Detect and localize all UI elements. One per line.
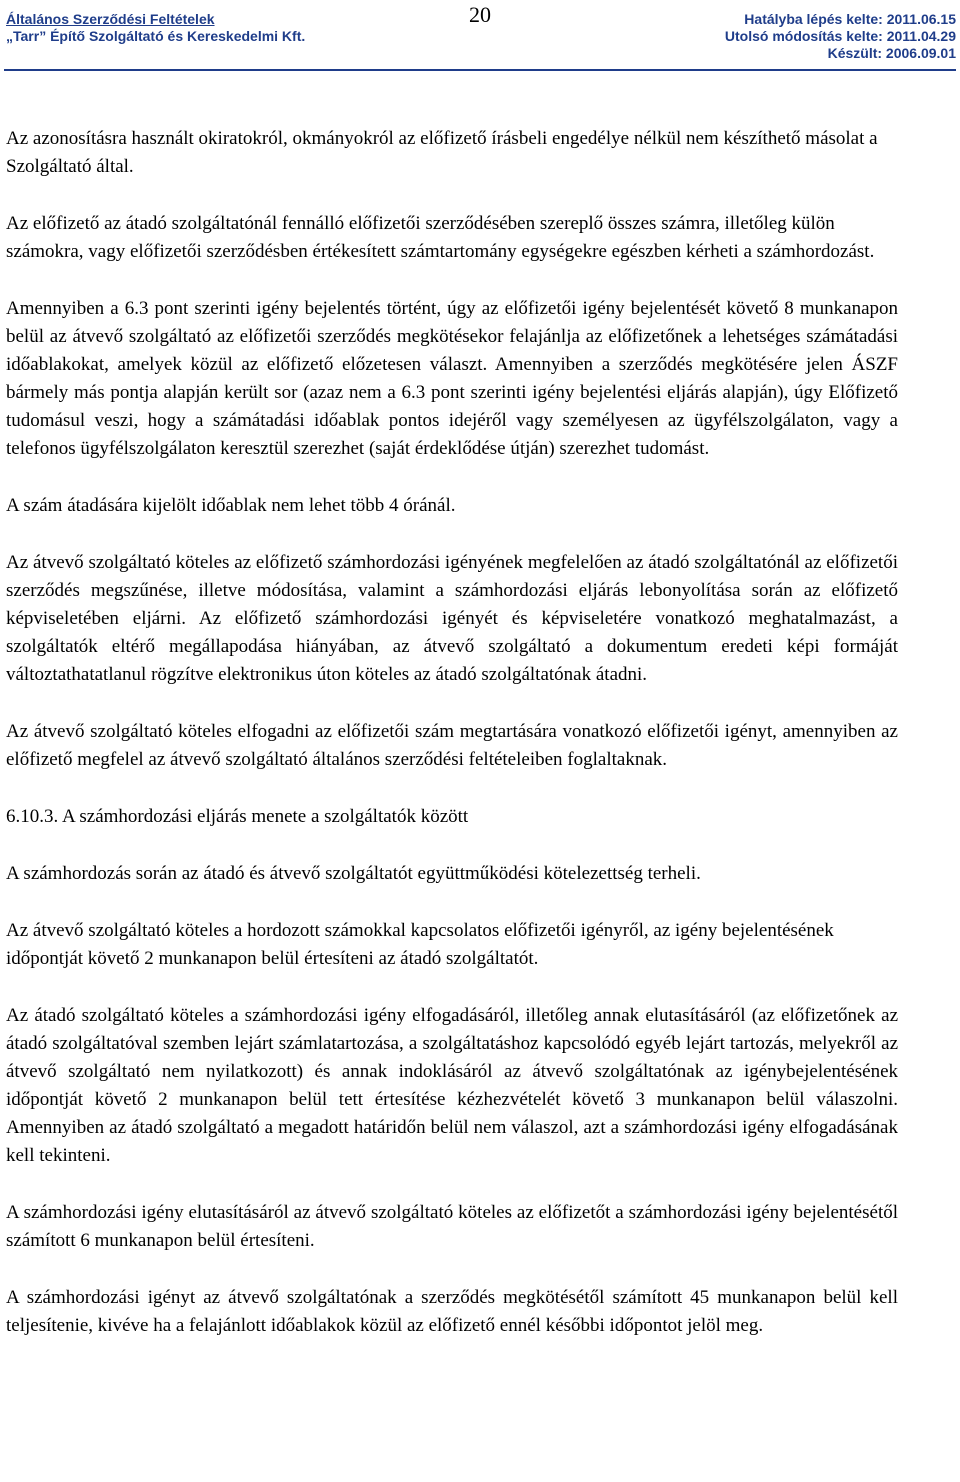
paragraph: Amennyiben a 6.3 pont szerinti igény bejelentés történt, úgy az előfizetői igény bejelentését követő 8 munkanapon belül az átvevő szolgáltató az előfizetői szerződés megkötésekor felajánlja az előfizetőnek a lehetséges számátadási időablakokat, amelyek közül az előfizető előzetesen választ. Amennyiben a szerződés megkötésére jelen ÁSZF bármely más pontja alapján került sor (azaz nem a 6.3 pont szerinti igény bejelentési eljárás alapján), úgy Előfizető tudomásul veszi, hogy a számátadási időablak pontos idejéről vagy személyesen az ügyfélszolgálaton, vagy a telefonos ügyfélszolgálaton keresztül szerezhet (saját érdeklődése útján) szerezhet tudomást.	[6, 298, 898, 459]
effective-date: Hatályba lépés kelte: 2011.06.15	[744, 11, 956, 27]
section-heading: 6.10.3. A számhordozási eljárás menete a szolgáltatók között	[6, 806, 469, 827]
last-modified-date: Utolsó módosítás kelte: 2011.04.29	[724, 28, 956, 44]
paragraph: Az átvevő szolgáltató köteles a hordozott számokkal kapcsolatos előfizetői igényről, az igény bejelentésének időpontját követő 2 munkanapon belül értesíteni az átadó szolgáltatót.	[6, 920, 834, 969]
company-name: „Tarr” Építő Szolgáltató és Kereskedelmi Kft.	[6, 28, 306, 44]
page-number: 20	[469, 2, 491, 27]
paragraph: Az azonosításra használt okiratokról, okmányokról az előfizető írásbeli engedélye nélkül nem készíthető másolat a Szolgáltató által.	[6, 128, 878, 177]
header-divider	[4, 69, 956, 71]
document-body	[6, 125, 898, 1340]
paragraph: A számhordozási igényt az átvevő szolgáltatónak a szerződés megkötésétől számított 45 munkanapon belül kell teljesítenie, kivéve ha a felajánlott időablakok közül az előfizető ennél későbbi időpontot jelöl meg.	[6, 1287, 898, 1336]
page-header	[0, 0, 960, 70]
paragraph: Az átvevő szolgáltató köteles az előfizető számhordozási igényének megfelelően az átadó szolgáltatónál az előfizetői szerződés megszűnése, illetve módosítása, valamint a számhordozási eljárás lebonyolítása során az előfizető képviseletében eljárni. Az előfizető számhordozási igényét és képviseletére vonatkozó meghatalmazást, a szolgáltatók eltérő megállapodása hiányában, az átvevő szolgáltató a dokumentum eredeti képi formáját változtathatatlanul rögzítve elektronikus úton köteles az átadó szolgáltatónak átadni.	[6, 552, 898, 685]
header-right	[725, 11, 956, 62]
document-title: Általános Szerződési Feltételek	[6, 11, 215, 27]
created-date: Készült: 2006.09.01	[827, 45, 956, 61]
paragraph: A számhordozási igény elutasításáról az átvevő szolgáltató köteles az előfizetőt a számhordozási igény bejelentésétől számított 6 munkanapon belül értesíteni.	[6, 1202, 898, 1251]
paragraph: Az átvevő szolgáltató köteles elfogadni az előfizetői szám megtartására vonatkozó előfizetői igényt, amennyiben az előfizető megfelel az átvevő szolgáltató általános szerződési feltételeiben foglaltaknak.	[6, 721, 898, 770]
paragraph: Az átadó szolgáltató köteles a számhordozási igény elfogadásáról, illetőleg annak elutasításáról (az előfizetőnek az átadó szolgáltatóval szemben lejárt számlatartozása, a szolgáltatáshoz kapcsolódó egyéb lejárt tartozás, melyekről az átvevő szolgáltató nem nyilatkozott) és annak indoklásáról az átvevő szolgáltatónak az igénybejelentésének időpontját követő 2 munkanapon belül tett értesítése kézhezvételét követő 3 munkanapon belül válaszolni. Amennyiben az átadó szolgáltató a megadott határidőn belül nem válaszol, azt a számhordozási igény elfogadásának kell tekinteni.	[6, 1005, 898, 1166]
paragraph: A szám átadására kijelölt időablak nem lehet több 4 óránál.	[6, 495, 456, 516]
paragraph: A számhordozás során az átadó és átvevő szolgáltatót együttműködési kötelezettség terheli.	[6, 863, 701, 884]
paragraph: Az előfizető az átadó szolgáltatónál fennálló előfizetői szerződésében szereplő összes számra, illetőleg külön számokra, vagy előfizetői szerződésben értékesített számtartomány egységekre egészben kérheti a számhordozást.	[6, 213, 875, 262]
